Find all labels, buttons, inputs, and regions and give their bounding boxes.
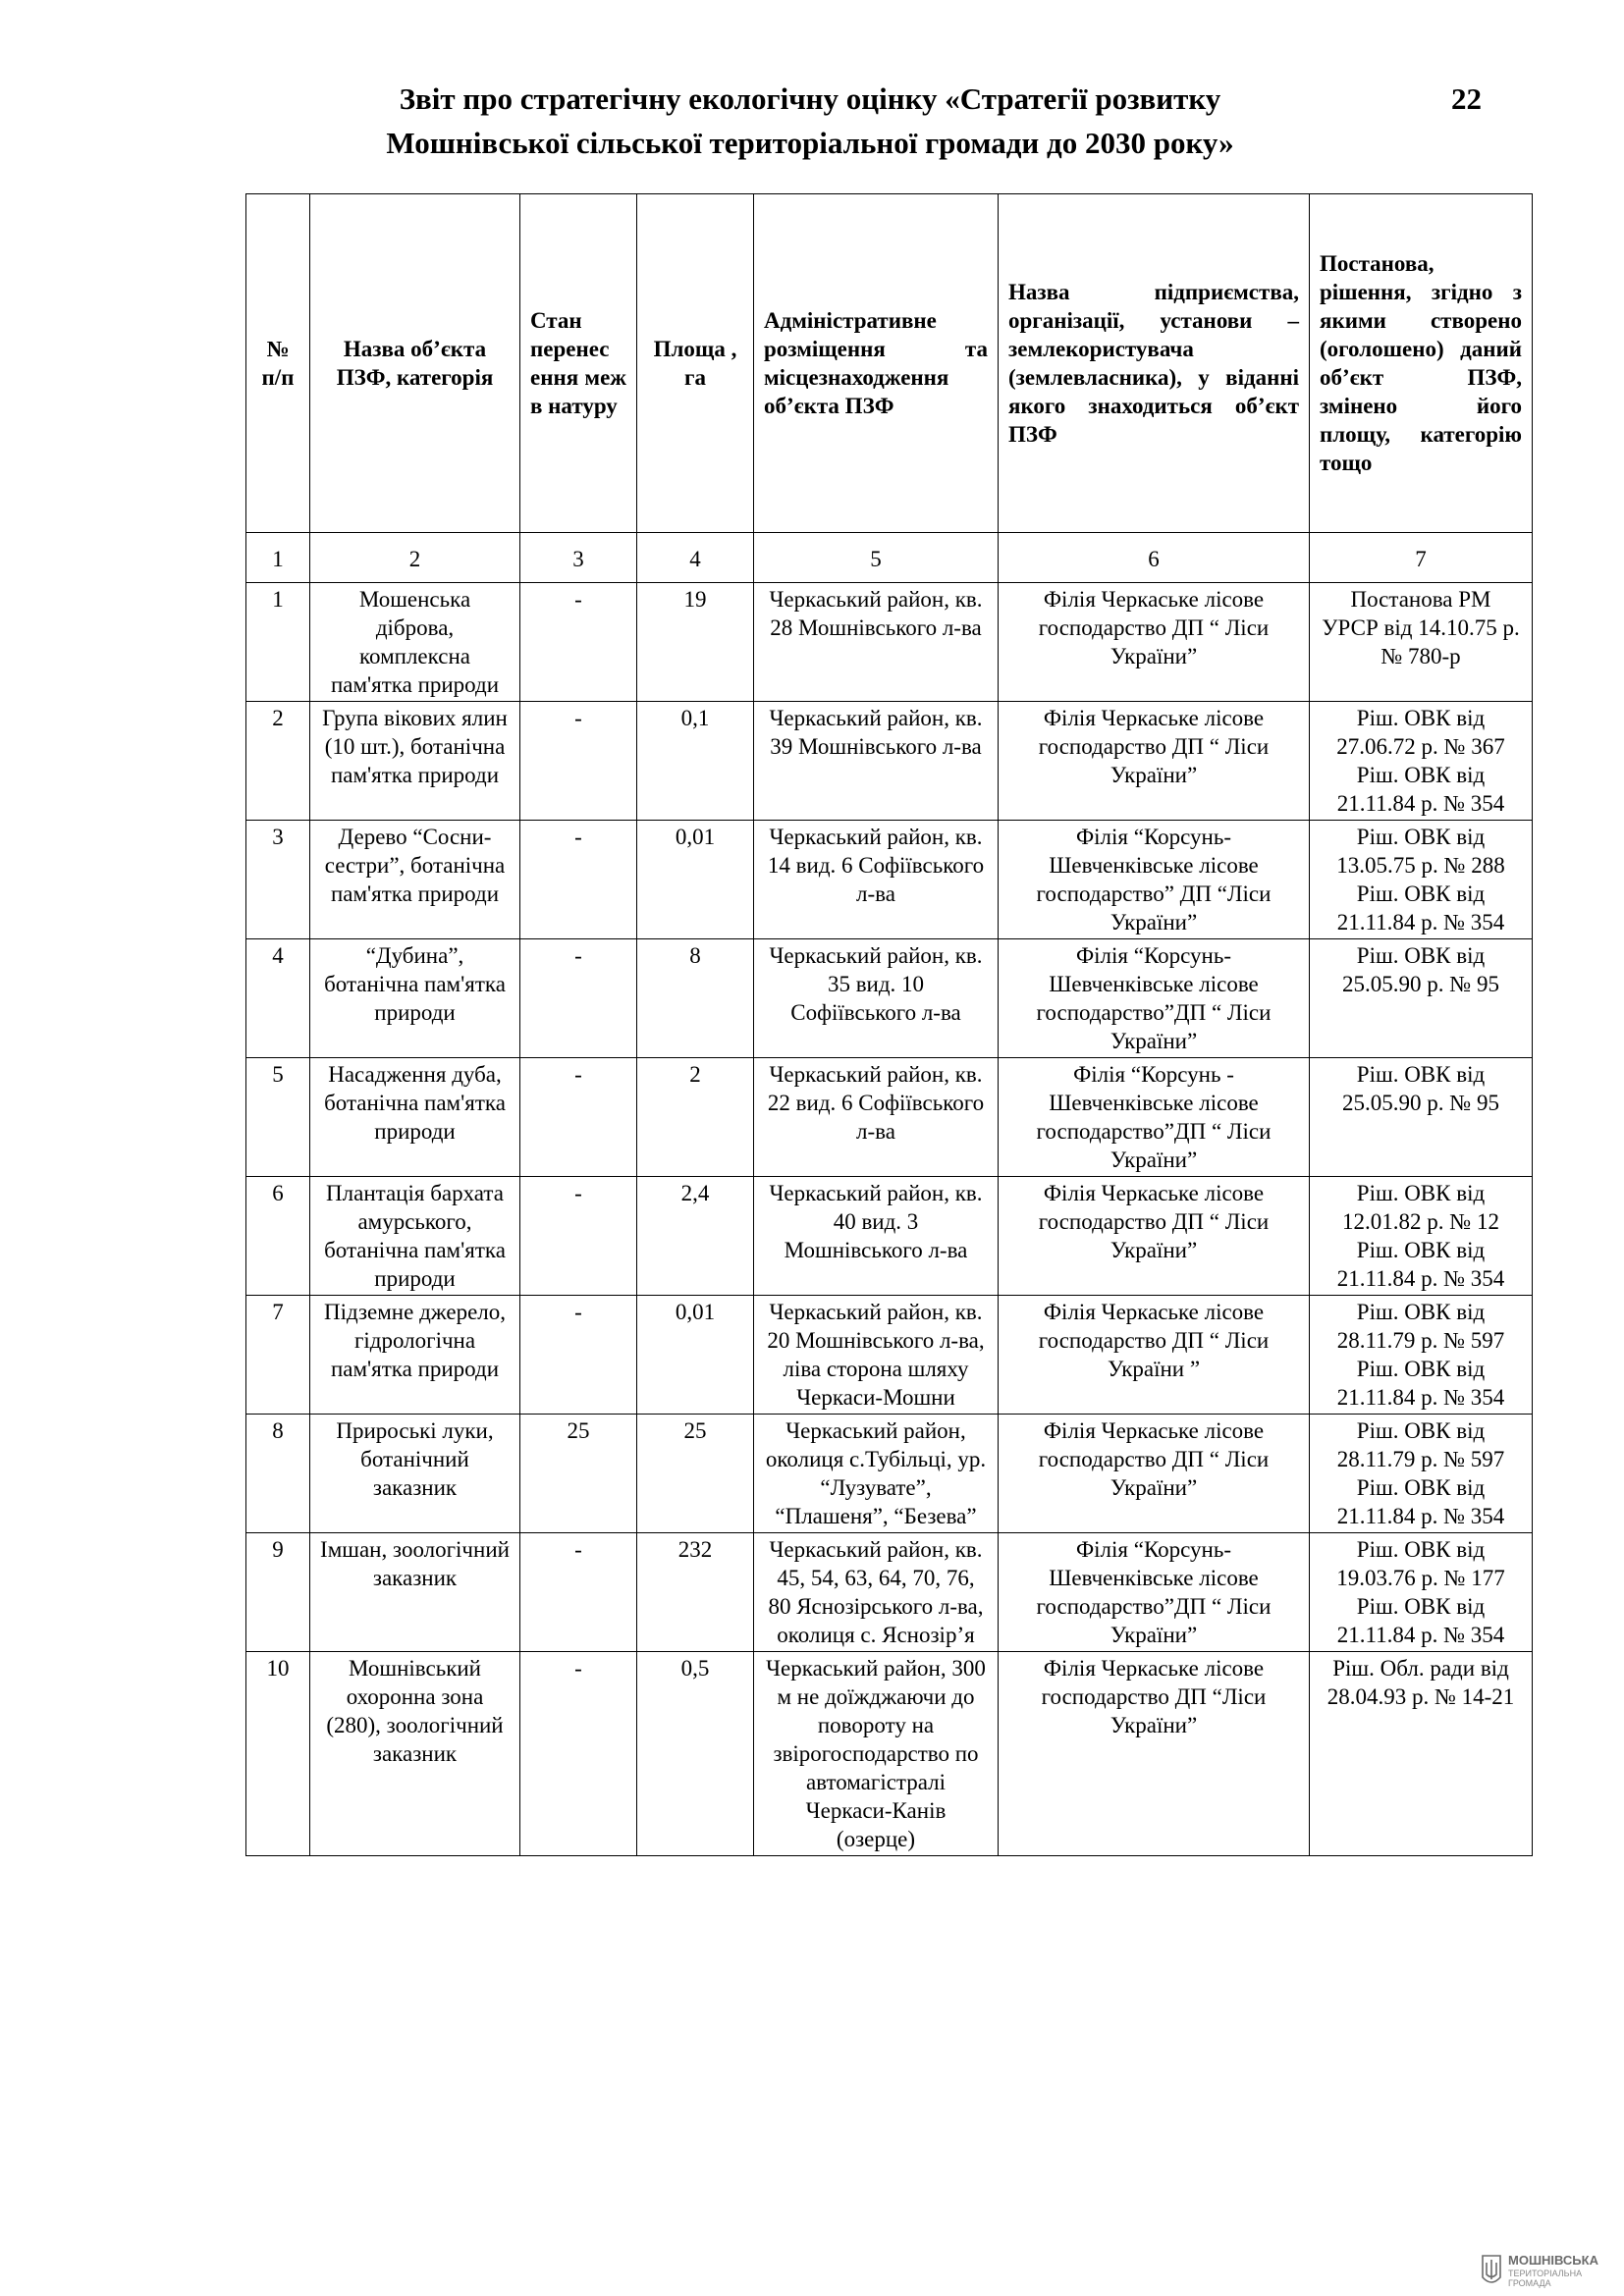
cell-object-name: “Дубина”, ботанічна пам'ятка природи	[310, 939, 520, 1058]
cell-decision: Ріш. ОВК від 28.11.79 р. № 597 Ріш. ОВК від 21.11.84 р. № 354	[1310, 1415, 1533, 1533]
col-header-name: Назва об’єкта ПЗФ, категорія	[310, 194, 520, 533]
column-number: 2	[310, 533, 520, 583]
cell-boundary-state: 25	[520, 1415, 637, 1533]
table-row	[246, 1177, 1533, 1296]
table-row	[246, 1652, 1533, 1856]
report-header	[245, 77, 1375, 165]
table-row	[246, 939, 1533, 1058]
cell-decision: Ріш. Обл. ради від 28.04.93 р. № 14-21	[1310, 1652, 1533, 1856]
cell-area: 0,1	[637, 702, 754, 821]
cell-location: Черкаський район, кв. 14 вид. 6 Софіївського л-ва	[754, 821, 999, 939]
cell-object-name: Прироські луки, ботанічний заказник	[310, 1415, 520, 1533]
cell-location: Черкаський район, кв. 20 Мошнівського л-ва, ліва сторона шляху Черкаси-Мошни	[754, 1296, 999, 1415]
cell-number: 2	[246, 702, 310, 821]
cell-owner: Філія “Корсунь-Шевченківське лісове господарство” ДП “Ліси України”	[999, 821, 1310, 939]
cell-area: 0,01	[637, 821, 754, 939]
community-logo	[1481, 2254, 1618, 2289]
column-number: 5	[754, 533, 999, 583]
cell-area: 0,01	[637, 1296, 754, 1415]
report-title-line1: Звіт про стратегічну екологічну оцінку «Стратегії розвитку	[399, 81, 1221, 116]
cell-object-name: Мошнівський охоронна зона (280), зоологічний заказник	[310, 1652, 520, 1856]
logo-subtitle-line1: ТЕРИТОРІАЛЬНА	[1508, 2269, 1583, 2278]
cell-owner: Філія Черкаське лісове господарство ДП “ Ліси України”	[999, 1415, 1310, 1533]
trident-emblem-icon	[1481, 2254, 1502, 2287]
cell-area: 0,5	[637, 1652, 754, 1856]
cell-number: 7	[246, 1296, 310, 1415]
cell-location: Черкаський район, кв. 28 Мошнівського л-ва	[754, 583, 999, 702]
logo-subtitle-line2: ГРОМАДА	[1508, 2278, 1551, 2288]
col-header-boundary-state: Стан перенес ення меж в натуру	[520, 194, 637, 533]
cell-number: 8	[246, 1415, 310, 1533]
cell-boundary-state: -	[520, 583, 637, 702]
col-header-location: Адміністративне розміщення та місцезнаходження об’єкта ПЗФ	[754, 194, 999, 533]
cell-boundary-state: -	[520, 1177, 637, 1296]
col-header-decision: Постанова, рішення, згідно з якими створено (оголошено) даний об’єкт ПЗФ, змінено його площу, категорію тощо	[1310, 194, 1533, 533]
cell-object-name: Плантація бархата амурського, ботанічна пам'ятка природи	[310, 1177, 520, 1296]
cell-boundary-state: -	[520, 1058, 637, 1177]
cell-object-name: Підземне джерело, гідрологічна пам'ятка природи	[310, 1296, 520, 1415]
pzf-objects-table	[245, 193, 1533, 1856]
cell-location: Черкаський район, кв. 39 Мошнівського л-ва	[754, 702, 999, 821]
cell-location: Черкаський район, кв. 35 вид. 10 Софіївського л-ва	[754, 939, 999, 1058]
column-number: 7	[1310, 533, 1533, 583]
column-number: 3	[520, 533, 637, 583]
page-number: 22	[1451, 81, 1482, 116]
cell-number: 9	[246, 1533, 310, 1652]
cell-area: 8	[637, 939, 754, 1058]
cell-boundary-state: -	[520, 821, 637, 939]
cell-location: Черкаський район, кв. 22 вид. 6 Софіївського л-ва	[754, 1058, 999, 1177]
cell-number: 1	[246, 583, 310, 702]
cell-owner: Філія Черкаське лісове господарство ДП “Ліси України”	[999, 1652, 1310, 1856]
column-numbers-row	[246, 533, 1533, 583]
table-row	[246, 821, 1533, 939]
cell-owner: Філія Черкаське лісове господарство ДП “ Ліси України”	[999, 1177, 1310, 1296]
column-number: 1	[246, 533, 310, 583]
cell-object-name: Група вікових ялин (10 шт.), ботанічна пам'ятка природи	[310, 702, 520, 821]
cell-boundary-state: -	[520, 1296, 637, 1415]
cell-boundary-state: -	[520, 939, 637, 1058]
cell-owner: Філія Черкаське лісове господарство ДП “ Ліси України ”	[999, 1296, 1310, 1415]
logo-subtitle	[1508, 2269, 1582, 2288]
cell-number: 3	[246, 821, 310, 939]
table-row	[246, 702, 1533, 821]
cell-location: Черкаський район, 300 м не доїжджаючи до повороту на звірогосподарство по автомагістралі Черкаси-Канів (озерце)	[754, 1652, 999, 1856]
column-number: 6	[999, 533, 1310, 583]
cell-decision: Ріш. ОВК від 25.05.90 р. № 95	[1310, 1058, 1533, 1177]
cell-boundary-state: -	[520, 702, 637, 821]
column-number: 4	[637, 533, 754, 583]
table-row	[246, 1415, 1533, 1533]
table-row	[246, 1058, 1533, 1177]
logo-title: МОШНІВСЬКА	[1508, 2253, 1598, 2268]
cell-decision: Ріш. ОВК від 28.11.79 р. № 597 Ріш. ОВК від 21.11.84 р. № 354	[1310, 1296, 1533, 1415]
cell-location: Черкаський район, околиця с.Тубільці, ур. “Лузувате”, “Плашеня”, “Безева”	[754, 1415, 999, 1533]
cell-object-name: Дерево “Сосни-сестри”, ботанічна пам'ятка природи	[310, 821, 520, 939]
cell-boundary-state: -	[520, 1533, 637, 1652]
cell-object-name: Мошенська діброва, комплексна пам'ятка природи	[310, 583, 520, 702]
col-header-number: № п/п	[246, 194, 310, 533]
cell-area: 232	[637, 1533, 754, 1652]
cell-location: Черкаський район, кв. 45, 54, 63, 64, 70, 76, 80 Яснозірського л-ва, околиця с. Яснозір’я	[754, 1533, 999, 1652]
cell-object-name: Насадження дуба, ботанічна пам'ятка природи	[310, 1058, 520, 1177]
table-row	[246, 583, 1533, 702]
col-header-owner: Назва підприємства, організації, установи – землекористувача (землевласника), у віданні якого знаходиться об’єкт ПЗФ	[999, 194, 1310, 533]
col-header-area: Площа , га	[637, 194, 754, 533]
cell-decision: Ріш. ОВК від 19.03.76 р. № 177 Ріш. ОВК від 21.11.84 р. № 354	[1310, 1533, 1533, 1652]
cell-owner: Філія Черкаське лісове господарство ДП “ Ліси України”	[999, 702, 1310, 821]
table-row	[246, 1533, 1533, 1652]
cell-area: 2,4	[637, 1177, 754, 1296]
cell-decision: Постанова РМ УРСР від 14.10.75 р. № 780-р	[1310, 583, 1533, 702]
cell-owner: Філія Черкаське лісове господарство ДП “ Ліси України”	[999, 583, 1310, 702]
table-header-row	[246, 194, 1533, 533]
cell-area: 25	[637, 1415, 754, 1533]
cell-decision: Ріш. ОВК від 25.05.90 р. № 95	[1310, 939, 1533, 1058]
cell-number: 6	[246, 1177, 310, 1296]
cell-decision: Ріш. ОВК від 12.01.82 р. № 12 Ріш. ОВК від 21.11.84 р. № 354	[1310, 1177, 1533, 1296]
table-row	[246, 1296, 1533, 1415]
cell-decision: Ріш. ОВК від 27.06.72 р. № 367 Ріш. ОВК від 21.11.84 р. № 354	[1310, 702, 1533, 821]
cell-decision: Ріш. ОВК від 13.05.75 р. № 288 Ріш. ОВК від 21.11.84 р. № 354	[1310, 821, 1533, 939]
cell-number: 5	[246, 1058, 310, 1177]
cell-owner: Філія “Корсунь-Шевченківське лісове господарство”ДП “ Ліси України”	[999, 939, 1310, 1058]
cell-location: Черкаський район, кв. 40 вид. 3 Мошнівського л-ва	[754, 1177, 999, 1296]
cell-area: 2	[637, 1058, 754, 1177]
cell-number: 4	[246, 939, 310, 1058]
cell-boundary-state: -	[520, 1652, 637, 1856]
cell-object-name: Імшан, зоологічний заказник	[310, 1533, 520, 1652]
cell-owner: Філія “Корсунь-Шевченківське лісове господарство”ДП “ Ліси України”	[999, 1533, 1310, 1652]
cell-owner: Філія “Корсунь - Шевченківське лісове господарство”ДП “ Ліси України”	[999, 1058, 1310, 1177]
cell-number: 10	[246, 1652, 310, 1856]
report-title-line2: Мошнівської сільської територіальної громади до 2030 року»	[386, 126, 1234, 160]
cell-area: 19	[637, 583, 754, 702]
